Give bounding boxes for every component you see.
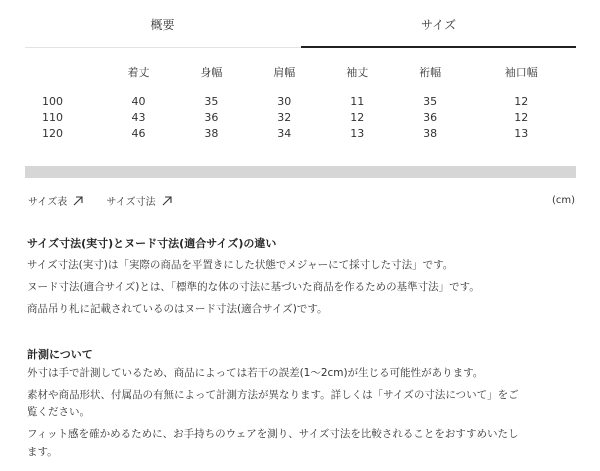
table-cell: 13 xyxy=(350,126,365,140)
table-cell: 30 xyxy=(277,94,292,108)
table-cell: 38 xyxy=(423,126,438,140)
paragraph-line: サイズ寸法(実寸)は「実際の商品を平置きにした状態でメジャーにて採寸した寸法」です。 xyxy=(27,259,454,271)
table-cell: 36 xyxy=(204,110,219,124)
column-header: 袖丈 xyxy=(346,66,369,79)
size-measure-label: サイズ寸法 xyxy=(106,197,156,208)
section-title-size-difference: サイズ寸法(実寸)とヌード寸法(適合サイズ)の違い xyxy=(27,237,277,250)
paragraph-line: ます。 xyxy=(27,446,58,458)
column-header: 身幅 xyxy=(200,66,223,79)
table-cell: 38 xyxy=(204,126,219,140)
paragraph-line: 素材や商品形状、付属品の有無によって計測方法が異なります。詳しくは「サイズの寸法について」をご xyxy=(27,389,519,401)
table-cell: 46 xyxy=(131,126,146,140)
tab-overview[interactable]: 概要 xyxy=(150,18,175,32)
table-cell: 35 xyxy=(423,94,438,108)
table-cell: 36 xyxy=(423,110,438,124)
table-cell: 43 xyxy=(131,110,146,124)
paragraph-line: 商品吊り札に記載されているのはヌード寸法(適合サイズ)です。 xyxy=(27,303,328,315)
external-arrow-icon xyxy=(162,196,172,206)
column-header: 着丈 xyxy=(127,66,150,79)
size-measure-link[interactable] xyxy=(106,193,171,208)
column-header: 肩幅 xyxy=(273,66,296,79)
paragraph-line: 外寸は手で計測しているため、商品によっては若干の誤差(1〜2cm)が生じる可能性があります。 xyxy=(27,367,484,379)
row-label: 110 xyxy=(42,110,63,124)
table-cell: 35 xyxy=(204,94,219,108)
table-cell: 11 xyxy=(350,94,365,108)
column-header xyxy=(25,64,102,88)
column-header: 袖口幅 xyxy=(504,66,538,79)
size-chart-link[interactable] xyxy=(28,193,83,208)
table-cell: 12 xyxy=(514,110,529,124)
tab-bar xyxy=(25,0,576,48)
table-cell: 32 xyxy=(277,110,292,124)
table-cell: 12 xyxy=(514,94,529,108)
paragraph-line: ヌード寸法(適合サイズ)とは、「標準的な体の寸法に基づいた商品を作るための基準寸法」です。 xyxy=(27,281,480,293)
row-label: 100 xyxy=(42,94,63,108)
section-title-measurement: 計測について xyxy=(27,348,93,361)
table-header-row xyxy=(25,64,576,88)
paragraph-line: フィット感を確かめるために、お手持ちのウェアを測り、サイズ寸法を比較されることをおすすめいたし xyxy=(27,428,519,440)
paragraph-line: 覧ください。 xyxy=(27,406,90,418)
size-table xyxy=(25,64,576,141)
table-cell: 34 xyxy=(277,126,292,140)
table-row xyxy=(25,125,576,141)
unit-label: (cm) xyxy=(551,195,575,206)
table-cell: 12 xyxy=(350,110,365,124)
row-label: 120 xyxy=(42,126,63,140)
external-arrow-icon xyxy=(73,196,83,206)
size-chart-label: サイズ表 xyxy=(28,197,68,208)
column-header: 裄幅 xyxy=(419,66,442,79)
size-links xyxy=(28,193,192,208)
table-row xyxy=(25,109,576,125)
table-cell: 40 xyxy=(131,94,146,108)
table-cell: 13 xyxy=(514,126,529,140)
tab-size[interactable]: サイズ xyxy=(301,0,576,48)
table-row xyxy=(25,88,576,109)
horizontal-scrollbar[interactable] xyxy=(25,166,576,178)
